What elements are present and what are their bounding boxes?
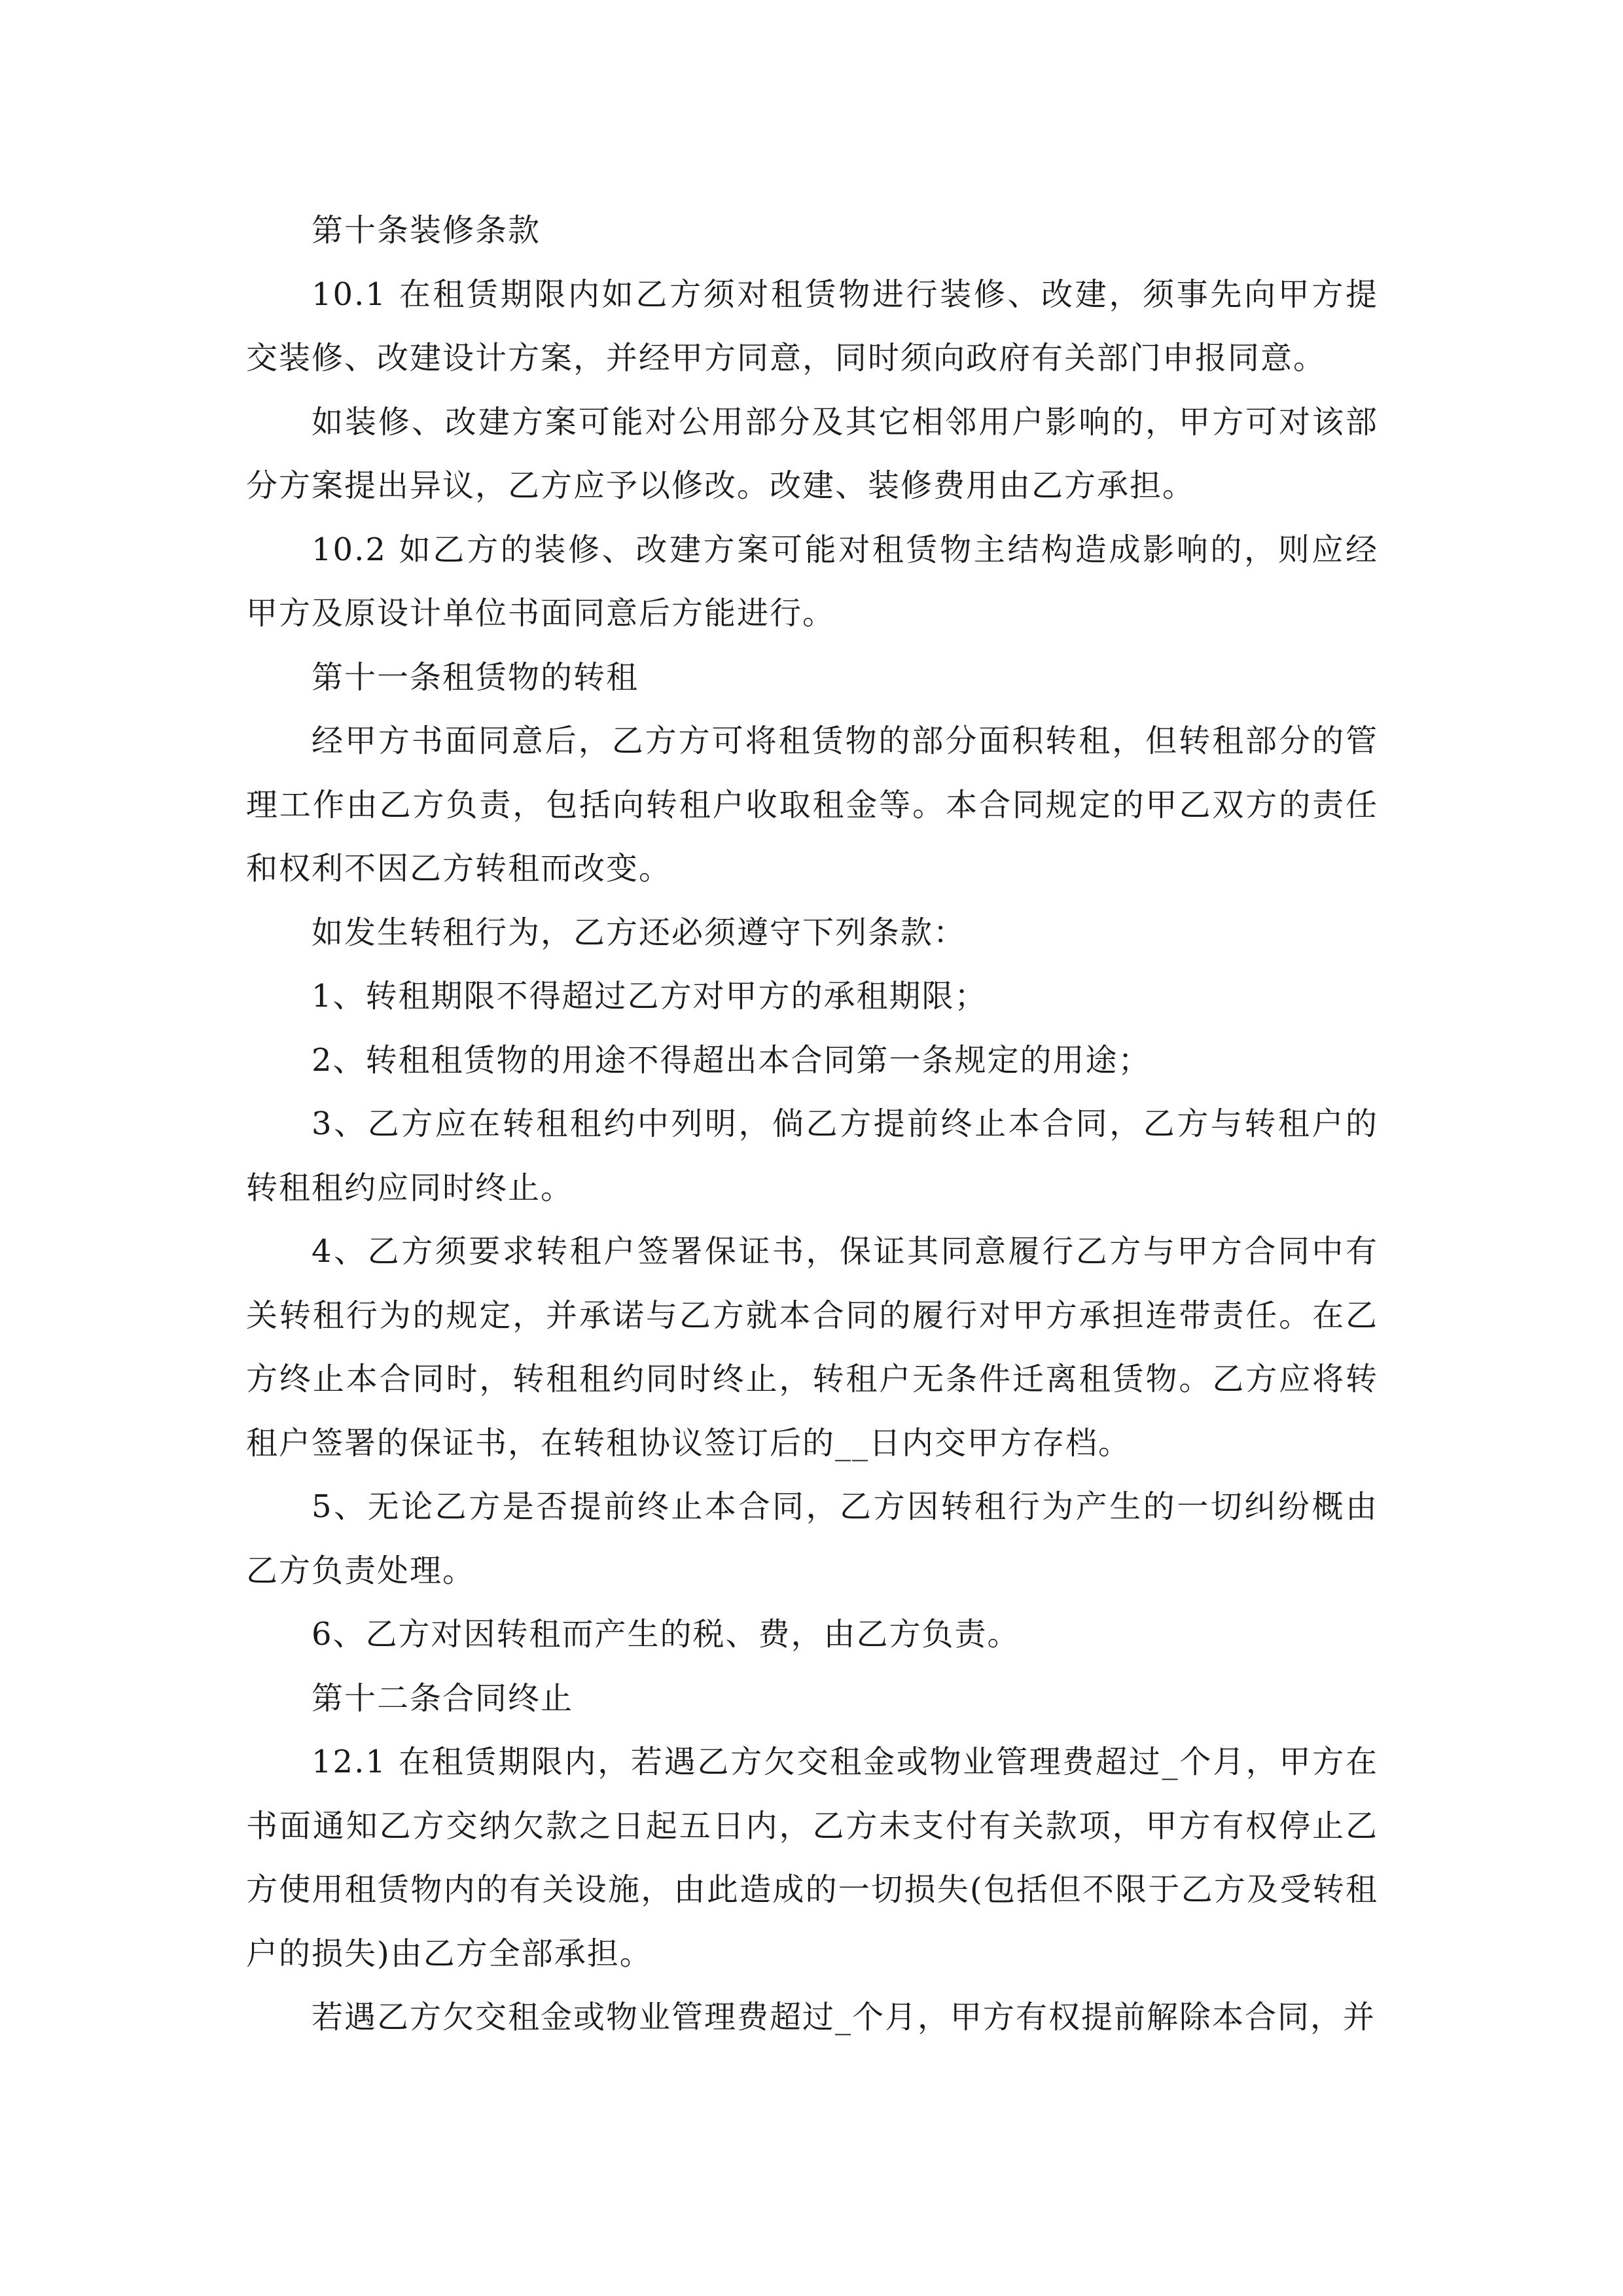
article-12-heading: 第十二条合同终止 bbox=[312, 1679, 574, 1717]
clause-10-1: 10.1 在租赁期限内如乙方须对租赁物进行装修、改建，须事先向甲方提交装修、改建设计方案，并经甲方同意，同时须向政府有关部门申报同意。 bbox=[246, 276, 1378, 376]
clause-12-1: 12.1 在租赁期限内，若遇乙方欠交租金或物业管理费超过_个月，甲方在书面通知乙方交纳欠款之日起五日内，乙方未支付有关款项，甲方有权停止乙方使用租赁物内的有关设施，由此造成的一切损失(包括但不限于乙方及受转租户的损失)由乙方全部承担。 bbox=[246, 1744, 1378, 1972]
clause-11-item-2: 2、转租租赁物的用途不得超出本合同第一条规定的用途； bbox=[312, 1041, 1151, 1079]
clause-11-item-3: 3、乙方应在转租租约中列明，倘乙方提前终止本合同，乙方与转租户的转租租约应同时终止。 bbox=[246, 1105, 1378, 1206]
article-11-heading: 第十一条租赁物的转租 bbox=[312, 658, 639, 696]
article-10-heading: 第十条装修条款 bbox=[312, 212, 541, 249]
document-body bbox=[246, 199, 1378, 2050]
clause-12-1-termination: 若遇乙方欠交租金或物业管理费超过_个月，甲方有权提前解除本合同，并 bbox=[312, 1999, 1376, 2036]
clause-11-item-6: 6、乙方对因转租而产生的税、费，由乙方负责。 bbox=[312, 1616, 1020, 1653]
clause-11-intro: 经甲方书面同意后，乙方方可将租赁物的部分面积转租，但转租部分的管理工作由乙方负责，包括向转租户收取租金等。本合同规定的甲乙双方的责任和权利不因乙方转租而改变。 bbox=[246, 723, 1378, 887]
clause-11-item-1: 1、转租期限不得超过乙方对甲方的承租期限； bbox=[312, 978, 988, 1014]
clause-11-conditions-lead: 如发生转租行为，乙方还必须遵守下列条款： bbox=[312, 914, 967, 951]
clause-10-1-objection: 如装修、改建方案可能对公用部分及其它相邻用户影响的，甲方可对该部分方案提出异议，乙方应予以修改。改建、装修费用由乙方承担。 bbox=[246, 403, 1378, 504]
clause-10-2: 10.2 如乙方的装修、改建方案可能对租赁物主结构造成影响的，则应经甲方及原设计单位书面同意后方能进行。 bbox=[246, 531, 1378, 632]
clause-11-item-5: 5、无论乙方是否提前终止本合同，乙方因转租行为产生的一切纠纷概由乙方负责处理。 bbox=[246, 1488, 1378, 1589]
clause-11-item-4: 4、乙方须要求转租户签署保证书，保证其同意履行乙方与甲方合同中有关转租行为的规定，并承诺与乙方就本合同的履行对甲方承担连带责任。在乙方终止本合同时，转租租约同时终止，转租户无条件迁离租赁物。乙方应将转租户签署的保证书，在转租协议签订后的__日内交甲方存档。 bbox=[246, 1233, 1378, 1462]
